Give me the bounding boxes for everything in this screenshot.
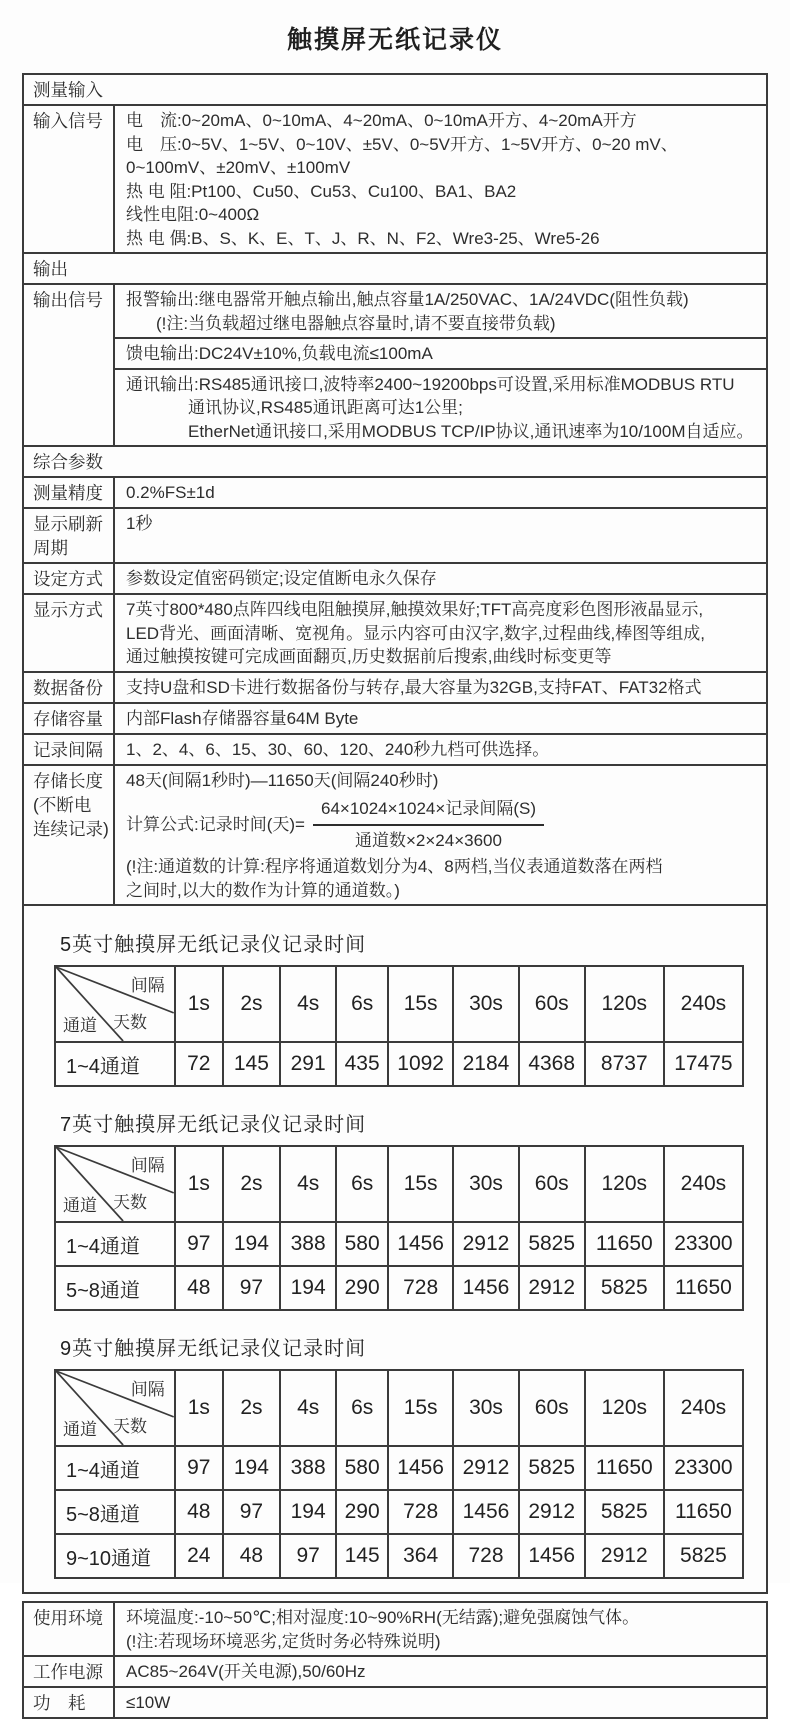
row-value [115,285,766,445]
record-value-cell: 1092 [388,1042,453,1086]
record-value-cell: 194 [280,1266,336,1310]
interval-header-cell: 6s [336,966,388,1042]
row-value [115,106,766,252]
record-value-cell: 728 [388,1490,453,1534]
corner-label-channel: 通道 [63,1196,97,1215]
footer-table [22,1601,768,1719]
record-value-cell: 5825 [519,1446,585,1490]
record-value-cell: 2912 [585,1534,664,1578]
section-label: 综合参数 [33,452,103,472]
channel-label-cell: 5~8通道 [55,1490,175,1534]
text-line: (不断电 [33,794,92,815]
spec-row-storage-length [24,764,766,905]
row-value: 1秒 [126,514,153,533]
interval-header-cell: 2s [223,966,280,1042]
text-line: 连续记录) [33,818,109,839]
text-line: (!注:当负载超过继电器触点容量时,请不要直接带负载) [156,313,556,333]
record-value-cell: 5825 [519,1222,585,1266]
record-value-cell: 97 [175,1446,223,1490]
record-table-header-row [55,1146,743,1222]
spec-row-output-signal [24,283,766,445]
spec-row-input-signal [24,104,766,252]
corner-label-days: 天数 [113,1013,147,1032]
record-value-cell: 1456 [388,1446,453,1490]
text-line: 通讯协议,RS485通讯距离可达1公里; [188,398,463,417]
record-value-cell: 48 [175,1490,223,1534]
record-table-row [55,1266,743,1310]
record-value-cell: 4368 [519,1042,585,1086]
section-label: 输出 [33,259,68,279]
record-value-cell: 97 [223,1266,280,1310]
interval-header-cell: 30s [453,966,518,1042]
text-line: 电 压:0~5V、1~5V、0~10V、±5V、0~5V开方、1~5V开方、0~20 mV、 [126,134,678,154]
record-value-cell: 1456 [453,1266,518,1310]
record-value-cell: 97 [280,1534,336,1578]
text-line: 报警输出:继电器常开触点输出,触点容量1A/250VAC、1A/24VDC(阻性负载) [126,290,689,309]
spec-row-refresh-period [24,507,766,562]
row-label: 工作电源 [24,1657,115,1686]
record-value-cell: 48 [175,1266,223,1310]
record-value-cell: 290 [336,1490,388,1534]
row-value: 1、2、4、6、15、30、60、120、240秒九档可供选择。 [126,739,550,759]
row-label: 存储容量 [24,704,115,733]
row-label: 使用环境 [24,1603,115,1655]
text-line: 通讯输出:RS485通讯接口,波特率2400~19200bps可设置,采用标准MODBUS RTU [126,374,735,394]
record-table-row [55,1446,743,1490]
record-value-cell: 24 [175,1534,223,1578]
record-table-title: 9英寸触摸屏无纸记录仪记录时间 [60,1338,367,1360]
record-table-row [55,1534,743,1578]
record-value-cell: 728 [388,1266,453,1310]
record-table-header-row [55,966,743,1042]
text-line: (!注:通道数的计算:程序将通道数划分为4、8两档,当仪表通道数落在两档 [126,857,663,876]
corner-label-channel: 通道 [63,1016,97,1035]
text-line: 通过触摸按键可完成画面翻页,历史数据前后搜索,曲线时标变更等 [126,647,612,666]
spec-row-data-backup [24,671,766,702]
record-table-title: 5英寸触摸屏无纸记录仪记录时间 [60,934,367,956]
spec-row-storage-capacity [24,702,766,733]
row-label: 显示方式 [24,595,115,671]
record-value-cell: 11650 [664,1490,743,1534]
interval-header-cell: 1s [175,966,223,1042]
record-value-cell: 290 [336,1266,388,1310]
record-table-row [55,1222,743,1266]
record-value-cell: 23300 [664,1222,743,1266]
corner-label-days: 天数 [113,1417,147,1436]
text-line: 线性电阻:0~400Ω [126,205,260,224]
corner-label-channel: 通道 [63,1420,97,1439]
record-value-cell: 48 [223,1534,280,1578]
record-table-header-row [55,1370,743,1446]
interval-header-cell: 4s [280,1146,336,1222]
record-table [54,965,744,1087]
record-value-cell: 2184 [453,1042,518,1086]
row-value: ≤10W [126,1693,171,1712]
row-label: 设定方式 [24,564,115,593]
interval-header-cell: 240s [664,1370,743,1446]
interval-header-cell: 4s [280,966,336,1042]
section-label: 测量输入 [33,80,103,100]
row-label: 测量精度 [24,478,115,507]
channel-label-cell: 1~4通道 [55,1222,175,1266]
text-line: (!注:若现场环境恶劣,定货时务必特殊说明) [126,1631,441,1651]
record-value-cell: 194 [280,1490,336,1534]
storage-formula [126,797,760,852]
section-row-general-params [24,445,766,476]
text-line: 电 流:0~20mA、0~10mA、4~20mA、0~10mA开方、4~20mA开方 [126,111,637,130]
formula-fraction [313,797,544,852]
feed-output-subrow [115,337,766,368]
record-table-row [55,1042,743,1086]
text-line: 之间时,以大的数作为计算的通道数。) [126,880,400,900]
row-label: 输入信号 [24,106,115,252]
record-value-cell: 17475 [664,1042,743,1086]
text-line: LED背光、画面清晰、宽视角。显示内容可由汉字,数字,过程曲线,棒图等组成, [126,623,705,643]
interval-header-cell: 60s [519,1370,585,1446]
interval-header-cell: 2s [223,1370,280,1446]
interval-header-cell: 15s [388,966,453,1042]
record-value-cell: 2912 [519,1266,585,1310]
storage-range-line: 48天(间隔1秒时)—11650天(间隔240秒时) [126,770,439,790]
interval-header-cell: 15s [388,1146,453,1222]
row-value: 支持U盘和SD卡进行数据备份与转存,最大容量为32GB,支持FAT、FAT32格式 [126,677,702,697]
record-value-cell: 194 [223,1222,280,1266]
interval-header-cell: 2s [223,1146,280,1222]
row-value [115,766,766,905]
record-value-cell: 435 [336,1042,388,1086]
record-value-cell: 580 [336,1446,388,1490]
record-value-cell: 1456 [453,1490,518,1534]
corner-cell [55,1370,175,1446]
formula-prefix: 计算公式:记录时间(天)= [126,814,305,834]
record-value-cell: 145 [336,1534,388,1578]
interval-header-cell: 30s [453,1370,518,1446]
interval-header-cell: 6s [336,1370,388,1446]
row-label: 数据备份 [24,673,115,702]
row-label: 功 耗 [24,1688,115,1717]
record-table-row [55,1490,743,1534]
record-table-title: 7英寸触摸屏无纸记录仪记录时间 [60,1114,367,1136]
interval-header-cell: 1s [175,1370,223,1446]
text-line: 0~100mV、±20mV、±100mV [126,158,351,177]
row-label [24,766,115,905]
corner-cell [55,966,175,1042]
corner-label-days: 天数 [113,1193,147,1212]
corner-label-interval: 间隔 [130,1380,165,1399]
row-value: 参数设定值密码锁定;设定值断电永久保存 [126,569,437,588]
channel-label-cell: 1~4通道 [55,1446,175,1490]
spec-row-display-mode [24,593,766,671]
record-table [54,1145,744,1311]
row-value: AC85~264V(开关电源),50/60Hz [126,1662,366,1681]
text-line: 环境温度:-10~50℃;相对湿度:10~90%RH(无结露);避免强腐蚀气体。 [126,1608,640,1627]
interval-header-cell: 4s [280,1370,336,1446]
interval-header-cell: 60s [519,1146,585,1222]
record-value-cell: 11650 [585,1446,664,1490]
record-value-cell: 2912 [519,1490,585,1534]
text-line: 7英寸800*480点阵四线电阻触摸屏,触摸效果好;TFT高亮度彩色图形液晶显示, [126,600,704,619]
row-label: 记录间隔 [24,735,115,764]
record-tables-section [22,904,768,1594]
spec-row-power-consumption [24,1686,766,1717]
interval-header-cell: 6s [336,1146,388,1222]
interval-header-cell: 120s [585,1146,664,1222]
record-value-cell: 97 [223,1490,280,1534]
channel-label-cell: 5~8通道 [55,1266,175,1310]
row-label: 显示刷新周期 [24,509,115,562]
row-label: 输出信号 [24,285,115,445]
interval-header-cell: 240s [664,966,743,1042]
spec-row-accuracy [24,476,766,507]
record-value-cell: 291 [280,1042,336,1086]
text-line: 馈电输出:DC24V±10%,负载电流≤100mA [126,344,433,363]
interval-header-cell: 15s [388,1370,453,1446]
corner-label-interval: 间隔 [130,1156,165,1175]
spec-row-power-supply [24,1655,766,1686]
spec-table [22,73,768,906]
record-value-cell: 145 [223,1042,280,1086]
record-value-cell: 194 [223,1446,280,1490]
interval-header-cell: 120s [585,1370,664,1446]
interval-header-cell: 240s [664,1146,743,1222]
row-value: 内部Flash存储器容量64M Byte [126,708,359,728]
interval-header-cell: 120s [585,966,664,1042]
channel-label-cell: 9~10通道 [55,1534,175,1578]
record-value-cell: 388 [280,1446,336,1490]
record-value-cell: 23300 [664,1446,743,1490]
text-line: 热 电 阻:Pt100、Cu50、Cu53、Cu100、BA1、BA2 [126,181,517,201]
record-value-cell: 5825 [664,1534,743,1578]
record-value-cell: 11650 [585,1222,664,1266]
spec-row-record-interval [24,733,766,764]
fraction-denominator: 通道数×2×24×3600 [355,830,502,850]
record-value-cell: 5825 [585,1490,664,1534]
record-value-cell: 728 [453,1534,518,1578]
comm-output-subrow [115,368,766,446]
interval-header-cell: 1s [175,1146,223,1222]
record-value-cell: 1456 [388,1222,453,1266]
record-value-cell: 8737 [585,1042,664,1086]
record-value-cell: 97 [175,1222,223,1266]
record-value-cell: 580 [336,1222,388,1266]
interval-header-cell: 30s [453,1146,518,1222]
section-row-measure-input [24,75,766,104]
record-value-cell: 1456 [519,1534,585,1578]
fraction-numerator: 64×1024×1024×记录间隔(S) [313,797,544,826]
record-value-cell: 11650 [664,1266,743,1310]
record-value-cell: 364 [388,1534,453,1578]
record-table [54,1369,744,1579]
row-value [115,1603,766,1655]
section-row-output [24,252,766,283]
corner-cell [55,1146,175,1222]
record-value-cell: 2912 [453,1222,518,1266]
text-line: 热 电 偶:B、S、K、E、T、J、R、N、F2、Wre3-25、Wre5-26 [126,228,600,248]
interval-header-cell: 60s [519,966,585,1042]
channel-label-cell: 1~4通道 [55,1042,175,1086]
record-value-cell: 2912 [453,1446,518,1490]
spec-row-environment [24,1603,766,1655]
record-value-cell: 388 [280,1222,336,1266]
text-line: 存储长度 [33,770,103,791]
page-title: 触摸屏无纸记录仪 [286,26,503,54]
alarm-output-subrow [115,285,766,337]
corner-label-interval: 间隔 [130,976,165,995]
text-line: EtherNet通讯接口,采用MODBUS TCP/IP协议,通讯速率为10/100M自适应。 [188,421,754,441]
row-value: 0.2%FS±1d [126,483,215,502]
record-value-cell: 5825 [585,1266,664,1310]
spec-row-setting-mode [24,562,766,593]
row-value [115,595,766,671]
record-value-cell: 72 [175,1042,223,1086]
